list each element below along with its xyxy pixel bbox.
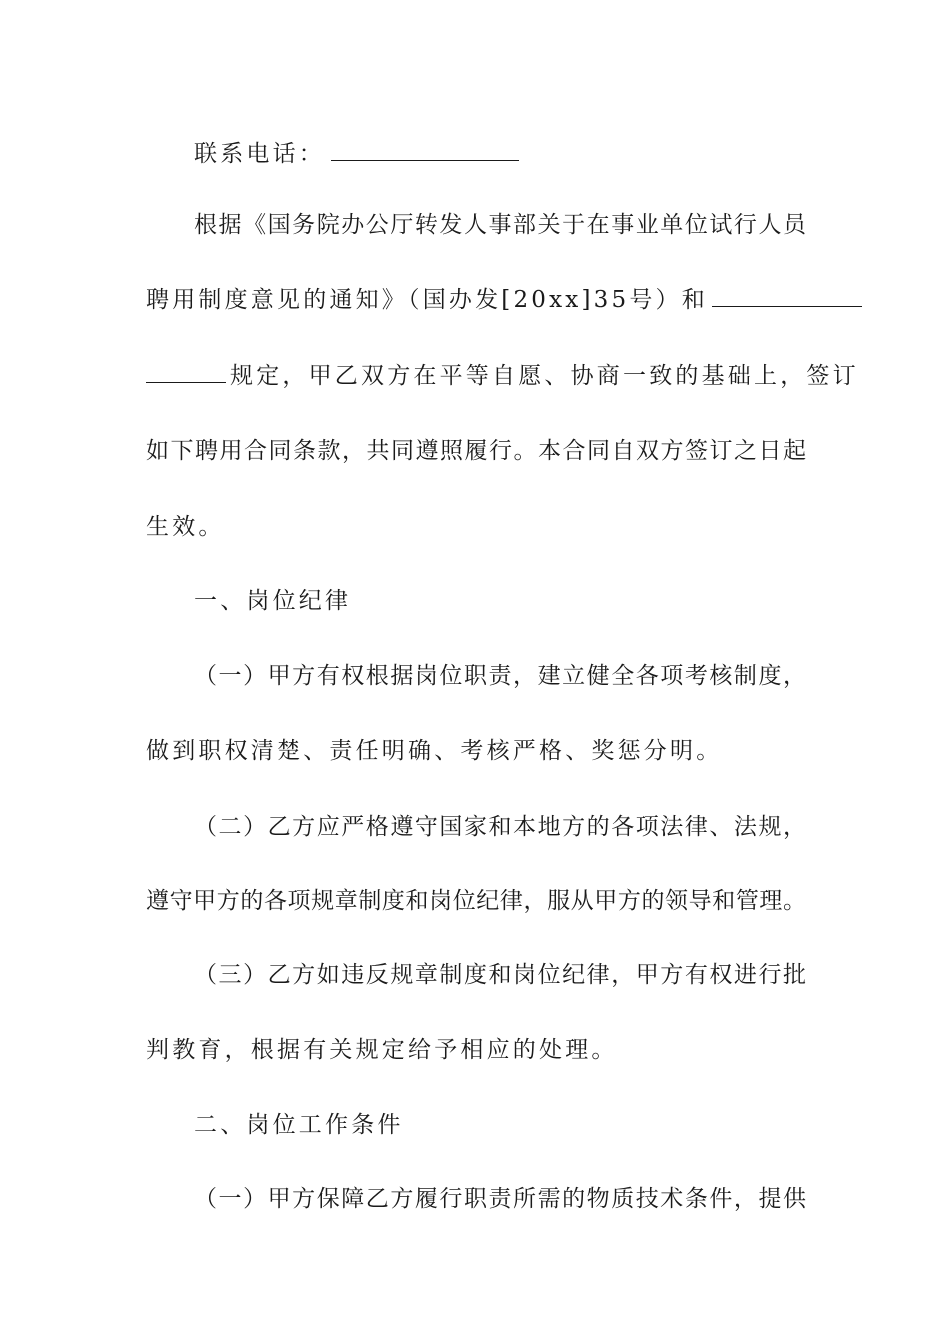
paragraph-line: （一）甲方保障乙方履行职责所需的物质技术条件，提供 <box>194 1186 806 1212</box>
regulation-blank <box>712 286 862 307</box>
contact-phone-line <box>194 139 806 169</box>
paragraph-line: （二）乙方应严格遵守国家和本地方的各项法律、法规， <box>194 814 806 840</box>
paragraph-line: 判教育，根据有关规定给予相应的处理。 <box>146 1037 618 1063</box>
paragraph-line: （一）甲方有权根据岗位职责，建立健全各项考核制度， <box>194 663 806 689</box>
paragraph-line: 遵守甲方的各项规章制度和岗位纪律，服从甲方的领导和管理。 <box>146 888 806 914</box>
paragraph-line: 根据《国务院办公厅转发人事部关于在事业单位试行人员 <box>194 212 806 238</box>
paragraph-line: （三）乙方如违反规章制度和岗位纪律，甲方有权进行批 <box>194 962 806 988</box>
paragraph-line <box>146 361 859 391</box>
paragraph-text: 聘用制度意见的通知》（国办发[20xx]35号）和 <box>146 287 708 313</box>
contact-phone-label: 联系电话： <box>194 141 325 167</box>
paragraph-line <box>146 285 806 315</box>
section-heading: 二、岗位工作条件 <box>194 1112 404 1138</box>
paragraph-line: 如下聘用合同条款，共同遵照履行。本合同自双方签订之日起 <box>146 438 806 464</box>
regulation-blank-continued <box>146 362 226 383</box>
paragraph-text: 规定，甲乙双方在平等自愿、协商一致的基础上，签订 <box>230 363 859 389</box>
section-heading: 一、岗位纪律 <box>194 588 352 614</box>
paragraph-line: 做到职权清楚、责任明确、考核严格、奖惩分明。 <box>146 738 723 764</box>
paragraph-line: 生效。 <box>146 514 225 540</box>
contact-phone-blank <box>331 140 519 161</box>
